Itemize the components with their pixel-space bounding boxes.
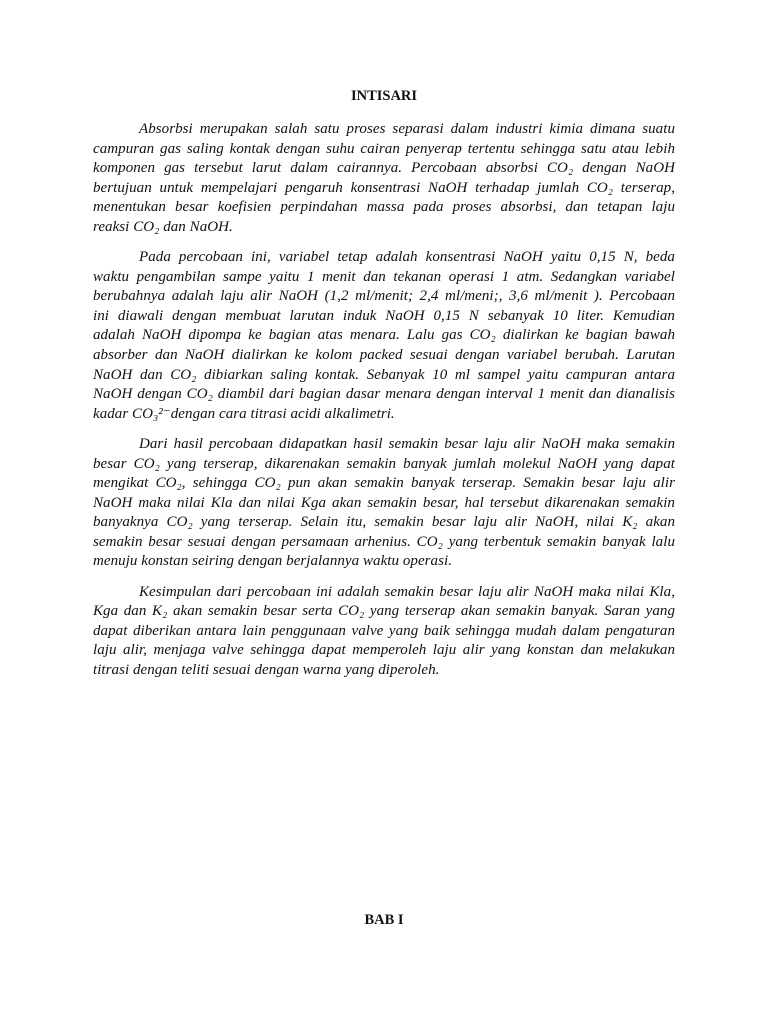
text-line: waktu pengambilan sampe yaitu 1 menit dan tekanan operasi 1 atm. Sedangkan variabel — [93, 268, 675, 285]
text-line: Kga dan K₂ akan semakin besar serta CO₂ yang terserap akan semakin banyak. Saran yang — [93, 603, 675, 620]
text-line: banyaknya CO₂ yang terserap. Selain itu, semakin besar laju alir NaOH, nilai K₂ akan — [93, 514, 675, 531]
text-line: campuran gas saling kontak dengan suhu cairan penyerap tertentu sehingga satu atau lebih — [93, 140, 675, 157]
text-line: Pada percobaan ini, variabel tetap adalah konsentrasi NaOH yaitu 0,15 N, beda — [139, 249, 675, 266]
abstract-paragraph-2 — [93, 248, 675, 424]
text-line: menentukan besar koefisien perpindahan massa pada proses absorbsi, dan tetapan laju — [93, 199, 675, 216]
text-line: Dari hasil percobaan didapatkan hasil semakin besar laju alir NaOH maka semakin — [139, 435, 675, 452]
chapter-heading: BAB I — [364, 912, 404, 928]
text-line: semakin besar sesuai dengan persamaan arhenius. CO₂ yang terbentuk semakin banyak lalu — [93, 533, 675, 550]
text-line: berubahnya adalah laju alir NaOH (1,2 ml/menit; 2,4 ml/meni;, 3,6 ml/menit ). Percobaan — [93, 288, 675, 305]
abstract-paragraph-3 — [93, 435, 675, 572]
text-line: mengikat CO₂, sehingga CO₂ pun akan semakin banyak terserap. Semakin besar laju alir — [93, 475, 675, 492]
text-line: reaksi CO₂ dan NaOH. — [93, 218, 233, 235]
text-line: ini diawali dengan membuat larutan induk NaOH 0,15 N sebanyak 10 liter. Kemudian — [93, 307, 675, 324]
text-line: titrasi dengan teliti sesuai dengan warna yang diperoleh. — [93, 661, 440, 678]
abstract-paragraph-4 — [93, 583, 675, 681]
abstract-body — [93, 120, 675, 691]
text-line: menuju konstan seiring dengan berjalannya waktu operasi. — [93, 553, 453, 570]
text-line: komponen gas tersebut larut dalam cairannya. Percobaan absorbsi CO₂ dengan NaOH — [93, 160, 675, 177]
text-line: bertujuan untuk mempelajari pengaruh konsentrasi NaOH terhadap jumlah CO₂ terserap, — [93, 179, 675, 196]
text-line: NaOH dengan CO₂ diambil dari bagian dasar menara dengan interval 1 menit dan dianalisis — [93, 386, 675, 403]
text-line: besar CO₂ yang terserap, dikarenakan semakin banyak jumlah molekul NaOH yang dapat — [93, 455, 675, 472]
text-line: absorber dan NaOH dialirkan ke kolom packed sesuai dengan variabel berubah. Larutan — [93, 347, 675, 364]
section-title: INTISARI — [350, 88, 418, 104]
text-line: Absorbsi merupakan salah satu proses separasi dalam industri kimia dimana suatu — [139, 121, 675, 137]
abstract-paragraph-1 — [93, 120, 675, 238]
text-line: adalah NaOH dipompa ke bagian atas menara. Lalu gas CO₂ dialirkan ke bagian bawah — [93, 327, 675, 344]
text-line: NaOH maka nilai Kla dan nilai Kga akan semakin besar, hal tersebut dikarenakan semakin — [93, 494, 675, 511]
text-line: kadar CO₃²⁻dengan cara titrasi acidi alkalimetri. — [93, 405, 395, 422]
text-line: laju alir, menjaga valve sehingga dapat memperoleh laju alir yang konstan dan melakukan — [93, 642, 675, 659]
text-line: NaOH dan CO₂ dibiarkan saling kontak. Sebanyak 10 ml sampel yaitu campuran antara — [93, 366, 675, 383]
text-line: dapat diberikan antara lain penggunaan valve yang baik sehingga mudah dalam pengaturan — [93, 622, 675, 639]
text-line: Kesimpulan dari percobaan ini adalah semakin besar laju alir NaOH maka nilai Kla, — [139, 583, 675, 600]
